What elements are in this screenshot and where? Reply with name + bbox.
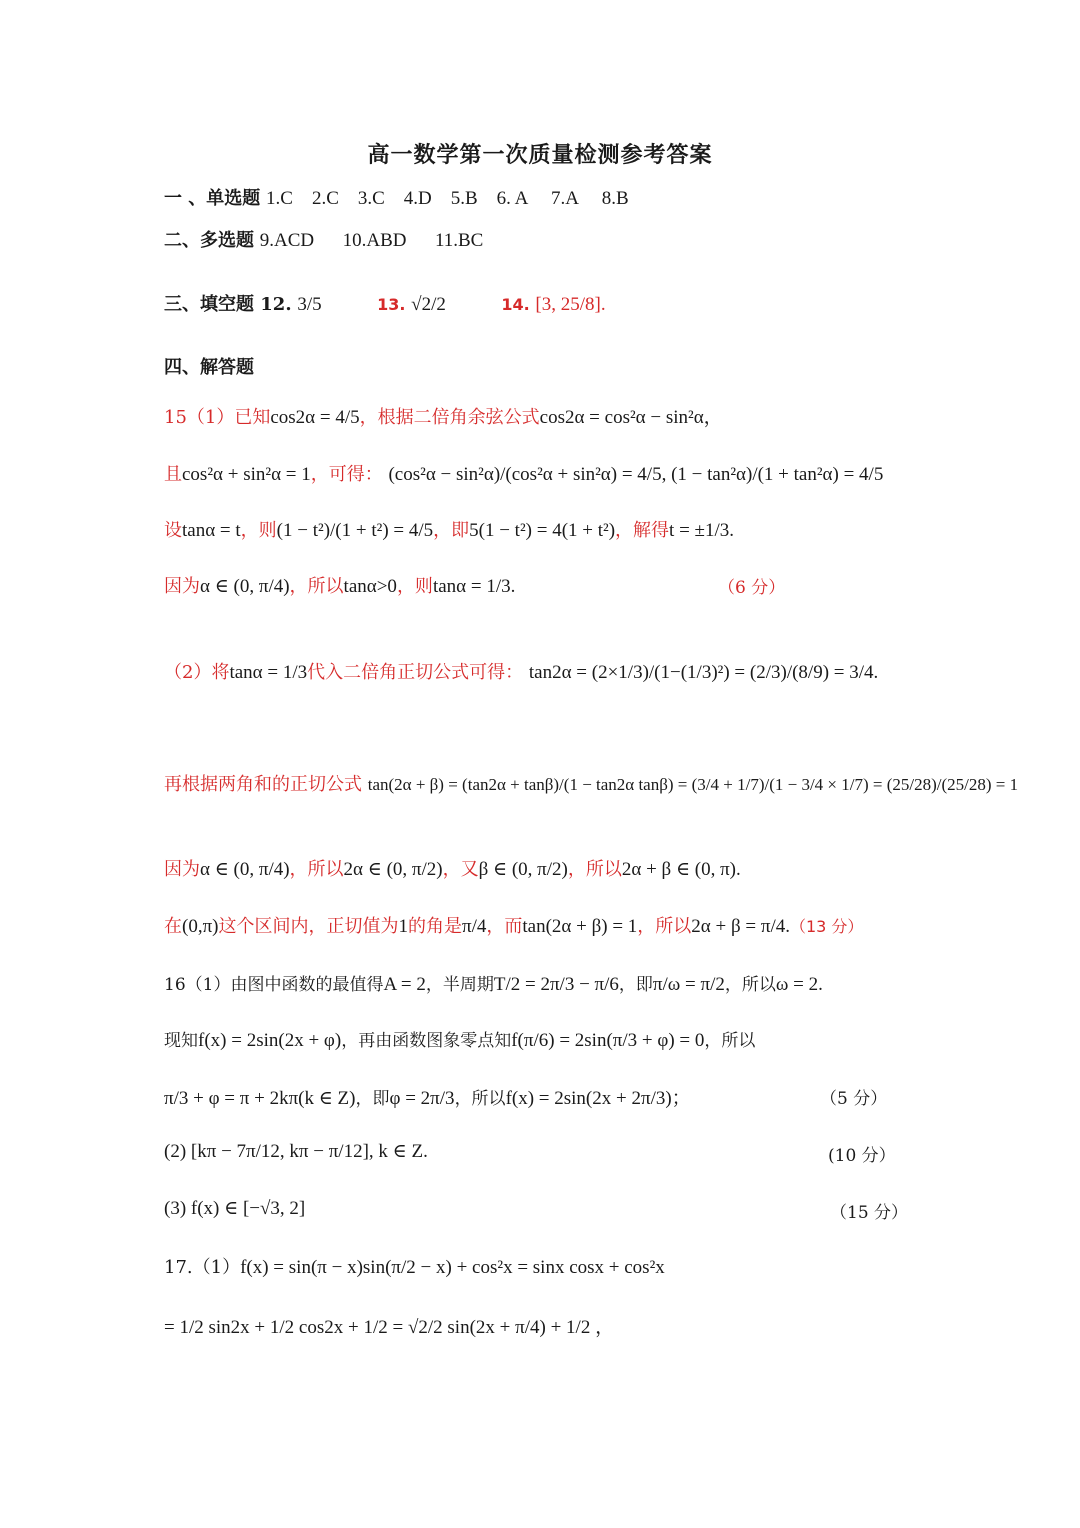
- question-13-number: 13.: [377, 295, 406, 314]
- text: ，所以: [637, 916, 692, 937]
- formula: f(π/6) = 2sin(π/3 + φ) = 0: [511, 1030, 705, 1051]
- score-10: (10 分）: [828, 1146, 896, 1166]
- formula: 5(1 − t²) = 4(1 + t²): [469, 520, 616, 541]
- formula: cos2α = cos²α − sin²α，: [539, 407, 723, 428]
- formula: π/ω = π/2: [652, 974, 725, 995]
- formula: tanα = 1/3: [229, 662, 308, 683]
- text: （2）将: [164, 662, 230, 683]
- q16-line-5: (3) f(x) ∈ [−√3, 2]: [164, 1198, 306, 1219]
- score-15: （15 分）: [830, 1203, 909, 1223]
- text: ，所以: [289, 576, 344, 597]
- section-label: 一 、单选题: [164, 188, 261, 209]
- answer-13: √2/2: [411, 294, 446, 315]
- text: 16（1）由图中函数的最值得: [164, 975, 384, 995]
- formula: ω = 2.: [775, 974, 823, 995]
- q16-line-3: [164, 1083, 691, 1110]
- text: ，所以: [289, 859, 344, 880]
- text: ，又: [442, 859, 479, 880]
- formula: tan(2α + β) = (tan2α + tanβ)/(1 − tan2α tanβ) = (3/4 + 1/7)/(1 − 3/4 × 1/7) = (25/28)/(25/28) = 1: [367, 775, 1019, 794]
- text: ，则: [396, 576, 433, 597]
- formula: 2α + β ∈ (0, π).: [621, 859, 741, 880]
- score-5: （5 分）: [820, 1089, 888, 1109]
- q15-line-8: [164, 912, 863, 938]
- q17-line-1: [164, 1253, 665, 1279]
- text: ，则: [240, 520, 277, 541]
- formula: α ∈ (0, π/4): [200, 859, 290, 880]
- formula: cos2α = 4/5: [270, 407, 360, 428]
- question-14-number: 14.: [501, 295, 530, 314]
- answer-14: [3, 25/8].: [535, 294, 606, 315]
- formula: (cos²α − sin²α)/(cos²α + sin²α) = 4/5, (1 − tan²α)/(1 + tan²α) = 4/5: [388, 464, 884, 485]
- text: 在: [164, 916, 182, 937]
- q15-line-6: [164, 770, 1018, 796]
- text: ，即: [433, 520, 470, 541]
- text: ，半周期: [425, 975, 494, 995]
- section-label: 三、填空题 12.: [164, 294, 292, 315]
- text: ，所以: [704, 1031, 756, 1051]
- formula: f(x) = 2sin(2x + φ): [198, 1030, 342, 1051]
- text: 设: [164, 520, 182, 541]
- text: 15（1）已知: [164, 407, 271, 428]
- q15-line-2: [164, 460, 883, 486]
- text: 代入二倍角正切公式可得：: [307, 662, 524, 683]
- text: ，根据二倍角余弦公式: [359, 407, 540, 428]
- text: ，可得：: [310, 464, 383, 485]
- section-free-response: 四、解答题: [164, 357, 254, 378]
- text: ，解得: [615, 520, 670, 541]
- text: ，所以: [454, 1089, 506, 1109]
- formula: t = ±1/3.: [669, 520, 734, 541]
- q16-line-1: [164, 970, 823, 996]
- q15-line-7: [164, 855, 741, 881]
- formula: 2α + β = π/4.: [691, 916, 790, 937]
- section-multi-choice: [164, 226, 483, 252]
- answer-12: 3/5: [297, 294, 322, 315]
- q15-line-1: [164, 402, 723, 429]
- q15-line-3: [164, 516, 734, 542]
- q16-line-4: (2) [kπ − 7π/12, kπ − π/12], k ∈ Z.: [164, 1141, 428, 1162]
- q17-line-2: = 1/2 sin2x + 1/2 cos2x + 1/2 = √2/2 sin(2x + π/4) + 1/2 ，: [164, 1317, 615, 1338]
- formula: β ∈ (0, π/2): [478, 859, 568, 880]
- text: 因为: [164, 576, 200, 597]
- formula: tan(2α + β) = 1: [522, 916, 638, 937]
- text: ，即: [355, 1089, 390, 1109]
- text: ，再由函数图象零点知: [341, 1031, 512, 1051]
- formula: (0,π): [182, 916, 219, 937]
- text: 且: [164, 464, 182, 485]
- formula: π/3 + φ = π + 2kπ(k ∈ Z): [164, 1088, 356, 1109]
- text: 17.（1）: [164, 1257, 241, 1278]
- text: 的角是: [408, 916, 462, 937]
- section-fill-blank: [164, 290, 606, 316]
- formula: cos²α + sin²α = 1: [182, 464, 311, 485]
- text: ，而: [486, 916, 523, 937]
- answers: 9.ACD 10.ABD 11.BC: [259, 230, 484, 251]
- answers: 1.C 2.C 3.C 4.D 5.B 6. A 7.A 8.B: [266, 188, 629, 209]
- score-6: （6 分）: [718, 578, 786, 598]
- formula: f(x) = sin(π − x)sin(π/2 − x) + cos²x = sinx cosx + cos²x: [240, 1257, 665, 1278]
- text: ，即: [618, 975, 653, 995]
- section-single-choice: [164, 184, 629, 210]
- formula: T/2 = 2π/3 − π/6: [493, 974, 619, 995]
- q15-line-4: [164, 572, 515, 598]
- formula: tanα>0: [343, 576, 397, 597]
- formula: 2α ∈ (0, π/2): [343, 859, 443, 880]
- formula: α ∈ (0, π/4): [200, 576, 290, 597]
- q15-line-5: [164, 658, 878, 684]
- text: 因为: [164, 859, 200, 880]
- formula: π/4: [462, 916, 487, 937]
- formula: tanα = t: [182, 520, 241, 541]
- section-label: 二、多选题: [164, 230, 254, 251]
- text: 这个区间内，正切值为: [218, 916, 399, 937]
- formula: A = 2: [383, 974, 426, 995]
- score-13: （13 分）: [789, 917, 864, 936]
- text: 再根据两角和的正切公式: [164, 774, 362, 795]
- formula: tan2α = (2×1/3)/(1−(1/3)²) = (2/3)/(8/9) = 3/4.: [528, 662, 879, 683]
- page-title: 高一数学第一次质量检测参考答案: [367, 142, 713, 168]
- formula: tanα = 1/3.: [432, 576, 516, 597]
- formula: f(x) = 2sin(2x + 2π/3)；: [505, 1088, 691, 1109]
- text: 现知: [164, 1031, 198, 1051]
- formula: (1 − t²)/(1 + t²) = 4/5: [276, 520, 434, 541]
- formula: φ = 2π/3: [389, 1088, 455, 1109]
- q16-line-2: [164, 1026, 755, 1052]
- text: ，所以: [724, 975, 776, 995]
- text: ，所以: [567, 859, 622, 880]
- formula: 1: [398, 916, 408, 937]
